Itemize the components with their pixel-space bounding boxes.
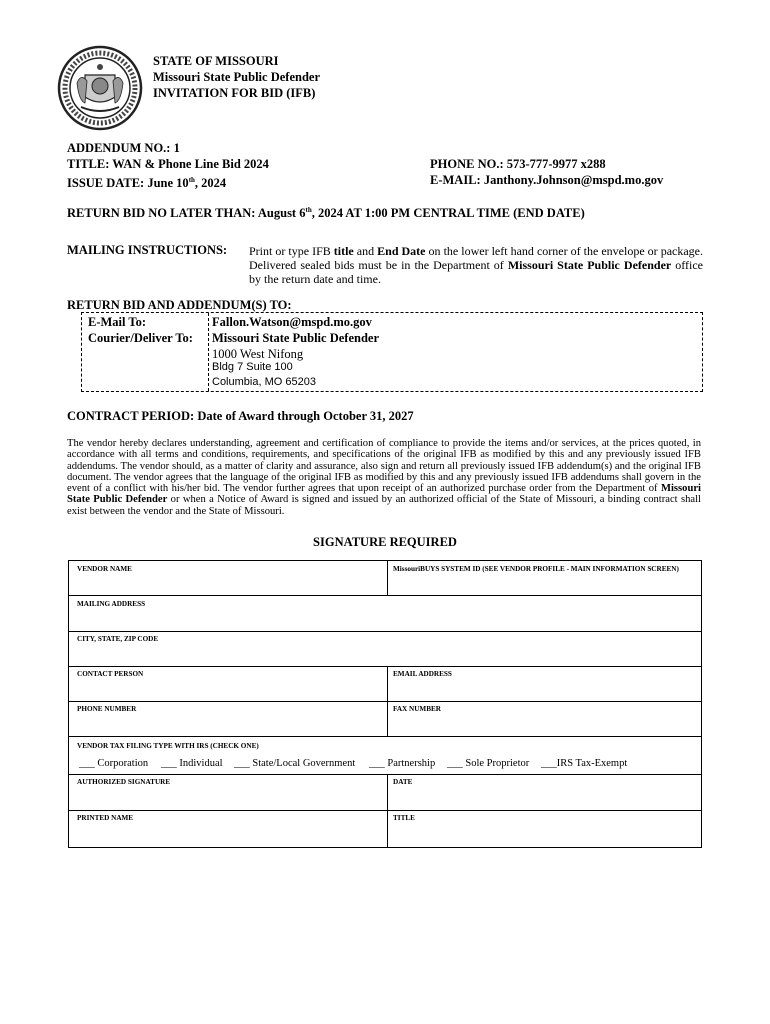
return-address-box bbox=[81, 312, 703, 392]
authorized-signature-field[interactable]: AUTHORIZED SIGNATURE bbox=[77, 778, 171, 786]
addendum-number: ADDENDUM NO.: 1 bbox=[67, 141, 180, 155]
date-field[interactable]: DATE bbox=[393, 778, 413, 786]
email-to-value[interactable]: Fallon.Watson@mspd.mo.gov bbox=[212, 315, 372, 329]
mailing-instructions-label: MAILING INSTRUCTIONS: bbox=[67, 243, 228, 257]
header-state: STATE OF MISSOURI bbox=[153, 54, 279, 68]
email-address-field[interactable]: EMAIL ADDRESS bbox=[393, 670, 452, 678]
email-to-label: E-Mail To: bbox=[88, 315, 146, 329]
tax-option-corporation[interactable]: ___ Corporation bbox=[79, 758, 149, 769]
tax-option-irs-tax-exempt[interactable]: ___IRS Tax-Exempt bbox=[541, 758, 628, 769]
phone-number-field[interactable]: PHONE NUMBER bbox=[77, 705, 137, 713]
tax-option-partnership[interactable]: ___ Partnership bbox=[369, 758, 436, 769]
courier-address-3: Columbia, MO 65203 bbox=[212, 376, 316, 388]
addendum-title: TITLE: WAN & Phone Line Bid 2024 bbox=[67, 157, 269, 171]
courier-address-1: 1000 West Nifong bbox=[212, 347, 304, 361]
courier-org: Missouri State Public Defender bbox=[212, 331, 379, 345]
return-deadline: RETURN BID NO LATER THAN: August 6th, 2024 AT 1:00 PM CENTRAL TIME (END DATE) bbox=[67, 206, 585, 221]
mailing-instructions-text: Print or type IFB title and End Date on the lower left hand corner of the envelope or package. Delivered sealed bids must be in the Department of Missouri State Public Defender office by the return date and time. bbox=[249, 244, 704, 286]
issue-date: ISSUE DATE: June 10th, 2024 bbox=[67, 176, 227, 191]
title-field[interactable]: TITLE bbox=[393, 814, 415, 822]
tax-option-sole-proprietor[interactable]: ___ Sole Proprietor bbox=[447, 758, 530, 769]
fax-number-field[interactable]: FAX NUMBER bbox=[393, 705, 441, 713]
signature-form bbox=[68, 560, 702, 848]
tax-option-individual[interactable]: ___ Individual bbox=[161, 758, 223, 769]
header-agency: Missouri State Public Defender bbox=[153, 70, 320, 84]
tax-option-state-local-government[interactable]: ___ State/Local Government bbox=[234, 758, 356, 769]
contract-period: CONTRACT PERIOD: Date of Award through October 31, 2027 bbox=[67, 409, 414, 423]
city-state-zip-field[interactable]: CITY, STATE, ZIP CODE bbox=[77, 635, 159, 643]
missouri-state-seal bbox=[57, 45, 143, 131]
signature-required-heading: SIGNATURE REQUIRED bbox=[313, 535, 457, 549]
tax-filing-type-label: VENDOR TAX FILING TYPE WITH IRS (CHECK ONE) bbox=[77, 742, 259, 750]
mailing-address-field[interactable]: MAILING ADDRESS bbox=[77, 600, 146, 608]
header-ifb: INVITATION FOR BID (IFB) bbox=[153, 86, 316, 100]
printed-name-field[interactable]: PRINTED NAME bbox=[77, 814, 134, 822]
vendor-name-field[interactable]: VENDOR NAME bbox=[77, 565, 132, 573]
vendor-declaration: The vendor hereby declares understanding, agreement and certification of compliance to provide the items and/or services, at the prices quoted, in accordance with all terms and conditions, requirements, and specifications of the original IFB as modified by this and any previously issued IFB addendums. The vendor should, as a matter of clarity and assurance, also sign and return all previously issued IFB addendum(s) and the original IFB document. The vendor agrees that the language of the original IFB as modified by this and any previously issued IFB addendums shall govern in the event of a conflict with his/her bid. The vendor further agrees that upon receipt of an authorized purchase order from the Department of Missouri State Public Defender or when a Notice of Award is signed and issued by an authorized official of the State of Missouri, a binding contract shall exist between the vendor and the State of Missouri. bbox=[67, 438, 701, 517]
courier-address-2: Bldg 7 Suite 100 bbox=[212, 361, 293, 373]
contact-person-field[interactable]: CONTACT PERSON bbox=[77, 670, 144, 678]
contact-email: E-MAIL: Janthony.Johnson@mspd.mo.gov bbox=[430, 173, 664, 187]
return-to-heading: RETURN BID AND ADDENDUM(S) TO: bbox=[67, 298, 292, 312]
missouribuys-id-field[interactable]: MissouriBUYS SYSTEM ID (SEE VENDOR PROFILE - MAIN INFORMATION SCREEN) bbox=[393, 565, 679, 573]
phone-number: PHONE NO.: 573-777-9977 x288 bbox=[430, 157, 606, 171]
courier-label: Courier/Deliver To: bbox=[88, 331, 193, 345]
